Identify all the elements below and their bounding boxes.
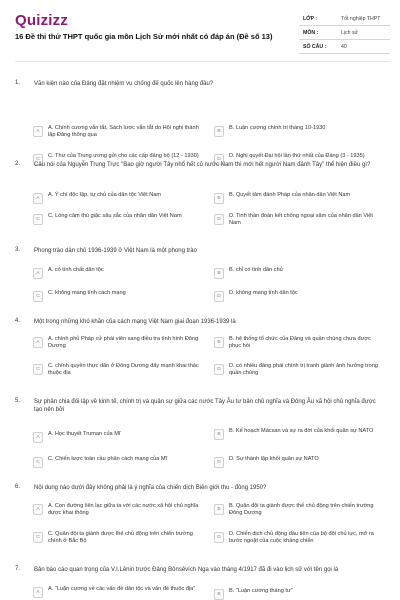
option-text: C. Thư của Trung ương gửi cho các cấp đảng bộ (12 - 1930)	[48, 153, 199, 159]
meta-row-class	[299, 12, 390, 26]
option-letter-badge: C	[33, 154, 43, 165]
option-text: A. Con đường liên lạc giữa ta với các nước xã hội chủ nghĩa được khai thông	[48, 503, 199, 517]
option-letter-badge: D	[214, 154, 224, 165]
option-b[interactable]	[214, 503, 381, 517]
option-d[interactable]	[214, 213, 381, 227]
option-a[interactable]	[33, 267, 200, 279]
question-number: 6.	[15, 484, 21, 490]
option-d[interactable]	[214, 531, 381, 545]
option-text: B. Kế hoạch Mácsan và sự ra đời của khối quân sự NATO	[229, 428, 374, 434]
option-text: B. Quyết tâm đánh Pháp của nhân dân Việt Nam	[229, 192, 351, 198]
option-c[interactable]	[33, 531, 200, 545]
option-text: C. chính quyền thực dân ở Đông Dương đẩy mạnh khai thác thuộc địa	[48, 363, 199, 377]
option-text: A. chính phủ Pháp cử phái viên sang điều tra tình hình Đông Dương	[48, 336, 199, 350]
option-text: A. Chính cương vắn tắt, Sách lược vắn tắt do Hội nghị thành lập Đảng thông qua	[48, 125, 199, 139]
option-d[interactable]	[214, 456, 381, 468]
option-d[interactable]	[214, 290, 381, 302]
option-letter-badge: B	[214, 429, 224, 440]
option-b[interactable]	[214, 267, 381, 279]
meta-table	[299, 12, 390, 54]
meta-value: Lịch sử	[341, 29, 359, 36]
option-letter-badge: B	[214, 504, 224, 515]
option-text: B. hệ thống tổ chức của Đảng và quần chúng chưa được phục hồi	[229, 336, 371, 350]
option-text: A. Học thuyết Truman của Mĩ	[48, 431, 121, 437]
option-letter-badge: B	[214, 268, 224, 279]
question-text: Một trong những khó khăn của cách mạng Việt Nam giai đoạn 1936-1939 là	[34, 319, 236, 325]
question-text: Câu nói của Nguyễn Trung Trực "Bao giờ người Tây nhổ hết cỏ nước Nam thì mới hết người Nam đánh Tây" thể hiện điều gì?	[34, 162, 371, 168]
option-text: A. Ý chí độc lập, tự chủ của dân tộc Việt Nam	[48, 192, 162, 198]
option-letter-badge: C	[33, 457, 43, 468]
option-c[interactable]	[33, 363, 200, 377]
option-text: C. Lòng căm thù giặc sâu sắc của nhân dân Việt Nam	[48, 213, 182, 219]
option-text: D. Sự thành lập khối quân sự NATO	[229, 456, 319, 462]
question-number: 5.	[15, 398, 21, 404]
question-text: Phong trào dân chủ 1936-1939 ở Việt Nam là một phong trào	[34, 248, 197, 254]
option-letter-badge: B	[214, 126, 224, 137]
option-d[interactable]	[214, 363, 381, 377]
question-number: 3.	[15, 247, 21, 253]
option-text: B. Quân đội ta giành được thế chủ động trên chiến trường Đông Dương	[229, 503, 374, 517]
option-letter-badge: A	[33, 504, 43, 515]
option-letter-badge: D	[214, 214, 224, 225]
option-letter-badge: B	[214, 193, 224, 204]
option-letter-badge: B	[214, 337, 224, 348]
option-letter-badge: A	[33, 432, 43, 443]
option-a[interactable]	[33, 125, 200, 139]
question-text: Sự phân chia đối lập về kinh tế, chính trị và quân sự giữa các nước Tây Âu tư bản chủ nghĩa và Đông Âu xã hội chủ nghĩa được tạo nên bởi	[34, 399, 376, 413]
option-a[interactable]	[33, 192, 200, 204]
option-letter-badge: C	[33, 214, 43, 225]
option-text: B. chỉ có tính dân chủ	[229, 267, 283, 273]
meta-key: MÔN :	[303, 29, 319, 36]
option-b[interactable]	[214, 428, 381, 440]
question-text: Nội dung nào dưới đây không phải là ý nghĩa của chiến dịch Biên giới thu - đông 1950?	[34, 485, 267, 491]
question-text: Văn kiện nào của Đảng đặt nhiệm vụ chống đế quốc lên hàng đầu?	[34, 81, 214, 87]
option-letter-badge: B	[214, 589, 224, 600]
option-a[interactable]	[33, 431, 200, 443]
option-text: D. Nghị quyết Đại hội lần thứ nhất của Đảng (3 - 1935)	[229, 153, 365, 159]
question-number: 4.	[15, 318, 21, 324]
option-text: C. không mang tính cách mạng	[48, 290, 126, 296]
option-text: D. Chiến dịch chủ động đầu tiên của bộ đội chủ lực, mở ra bước ngoặt của cuộc kháng chiến	[229, 531, 374, 545]
option-letter-badge: A	[33, 337, 43, 348]
meta-row-subject	[299, 26, 390, 40]
option-letter-badge: D	[214, 532, 224, 543]
option-b[interactable]	[214, 125, 381, 137]
option-c[interactable]	[33, 213, 200, 225]
option-letter-badge: C	[33, 532, 43, 543]
option-text: B. Luận cương chính trị tháng 10-1930	[229, 125, 326, 131]
option-c[interactable]	[33, 456, 200, 468]
option-text: A. "Luận cương về các vấn đề dân tộc và vấn đề thuộc địa"	[48, 586, 196, 592]
question-number: 7.	[15, 566, 21, 572]
option-letter-badge: D	[214, 364, 224, 375]
option-letter-badge: A	[33, 587, 43, 598]
option-letter-badge: C	[33, 364, 43, 375]
worksheet-header	[0, 0, 400, 62]
option-text: D. Tinh thần đoàn kết chống ngoại xâm của nhân dân Việt Nam	[229, 213, 373, 227]
header-divider	[15, 61, 390, 62]
question-number: 2.	[15, 161, 21, 167]
option-a[interactable]	[33, 336, 200, 350]
option-letter-badge: A	[33, 193, 43, 204]
option-text: D. có nhiều đảng phái chính trị tranh giành ảnh hưởng trong quần chúng	[229, 363, 378, 377]
option-b[interactable]	[214, 192, 381, 204]
option-text: C. Chiến lược toàn cầu phản cách mạng của Mĩ	[48, 456, 168, 462]
option-letter-badge: A	[33, 126, 43, 137]
meta-value: Tốt nghiệp THPT	[341, 15, 381, 22]
option-b[interactable]	[214, 336, 381, 350]
question-text: Bản báo cáo quan trọng của V.I.Lênin trước Đảng Bônsêvích Nga vào tháng 4/1917 đã đi vào lịch sử với tên gọi là	[34, 567, 339, 573]
option-letter-badge: D	[214, 457, 224, 468]
option-text: B. "Luận cương tháng tư"	[229, 588, 293, 594]
quizizz-logo: Quizizz	[15, 12, 69, 29]
question-number: 1.	[15, 80, 21, 86]
option-letter-badge: D	[214, 291, 224, 302]
meta-key: LỚP :	[303, 15, 318, 22]
meta-row-count	[299, 40, 390, 54]
meta-key: SỐ CÂU :	[303, 43, 327, 50]
option-text: D. không mang tính dân tộc	[229, 290, 298, 296]
option-text: A. có tính chất dân tộc	[48, 267, 104, 273]
meta-value: 40	[341, 43, 347, 50]
option-letter-badge: C	[33, 291, 43, 302]
option-text: C. Quân đội ta giành được thế chủ động trên chiến trường chính ở Bắc Bộ	[48, 531, 193, 545]
option-letter-badge: A	[33, 268, 43, 279]
option-a[interactable]	[33, 586, 200, 598]
option-a[interactable]	[33, 503, 200, 517]
option-b[interactable]	[214, 588, 381, 600]
option-c[interactable]	[33, 290, 200, 302]
worksheet-title: 16 Đề thi thử THPT quốc gia môn Lịch Sử mới nhất có đáp án (Đề số 13)	[15, 32, 273, 41]
